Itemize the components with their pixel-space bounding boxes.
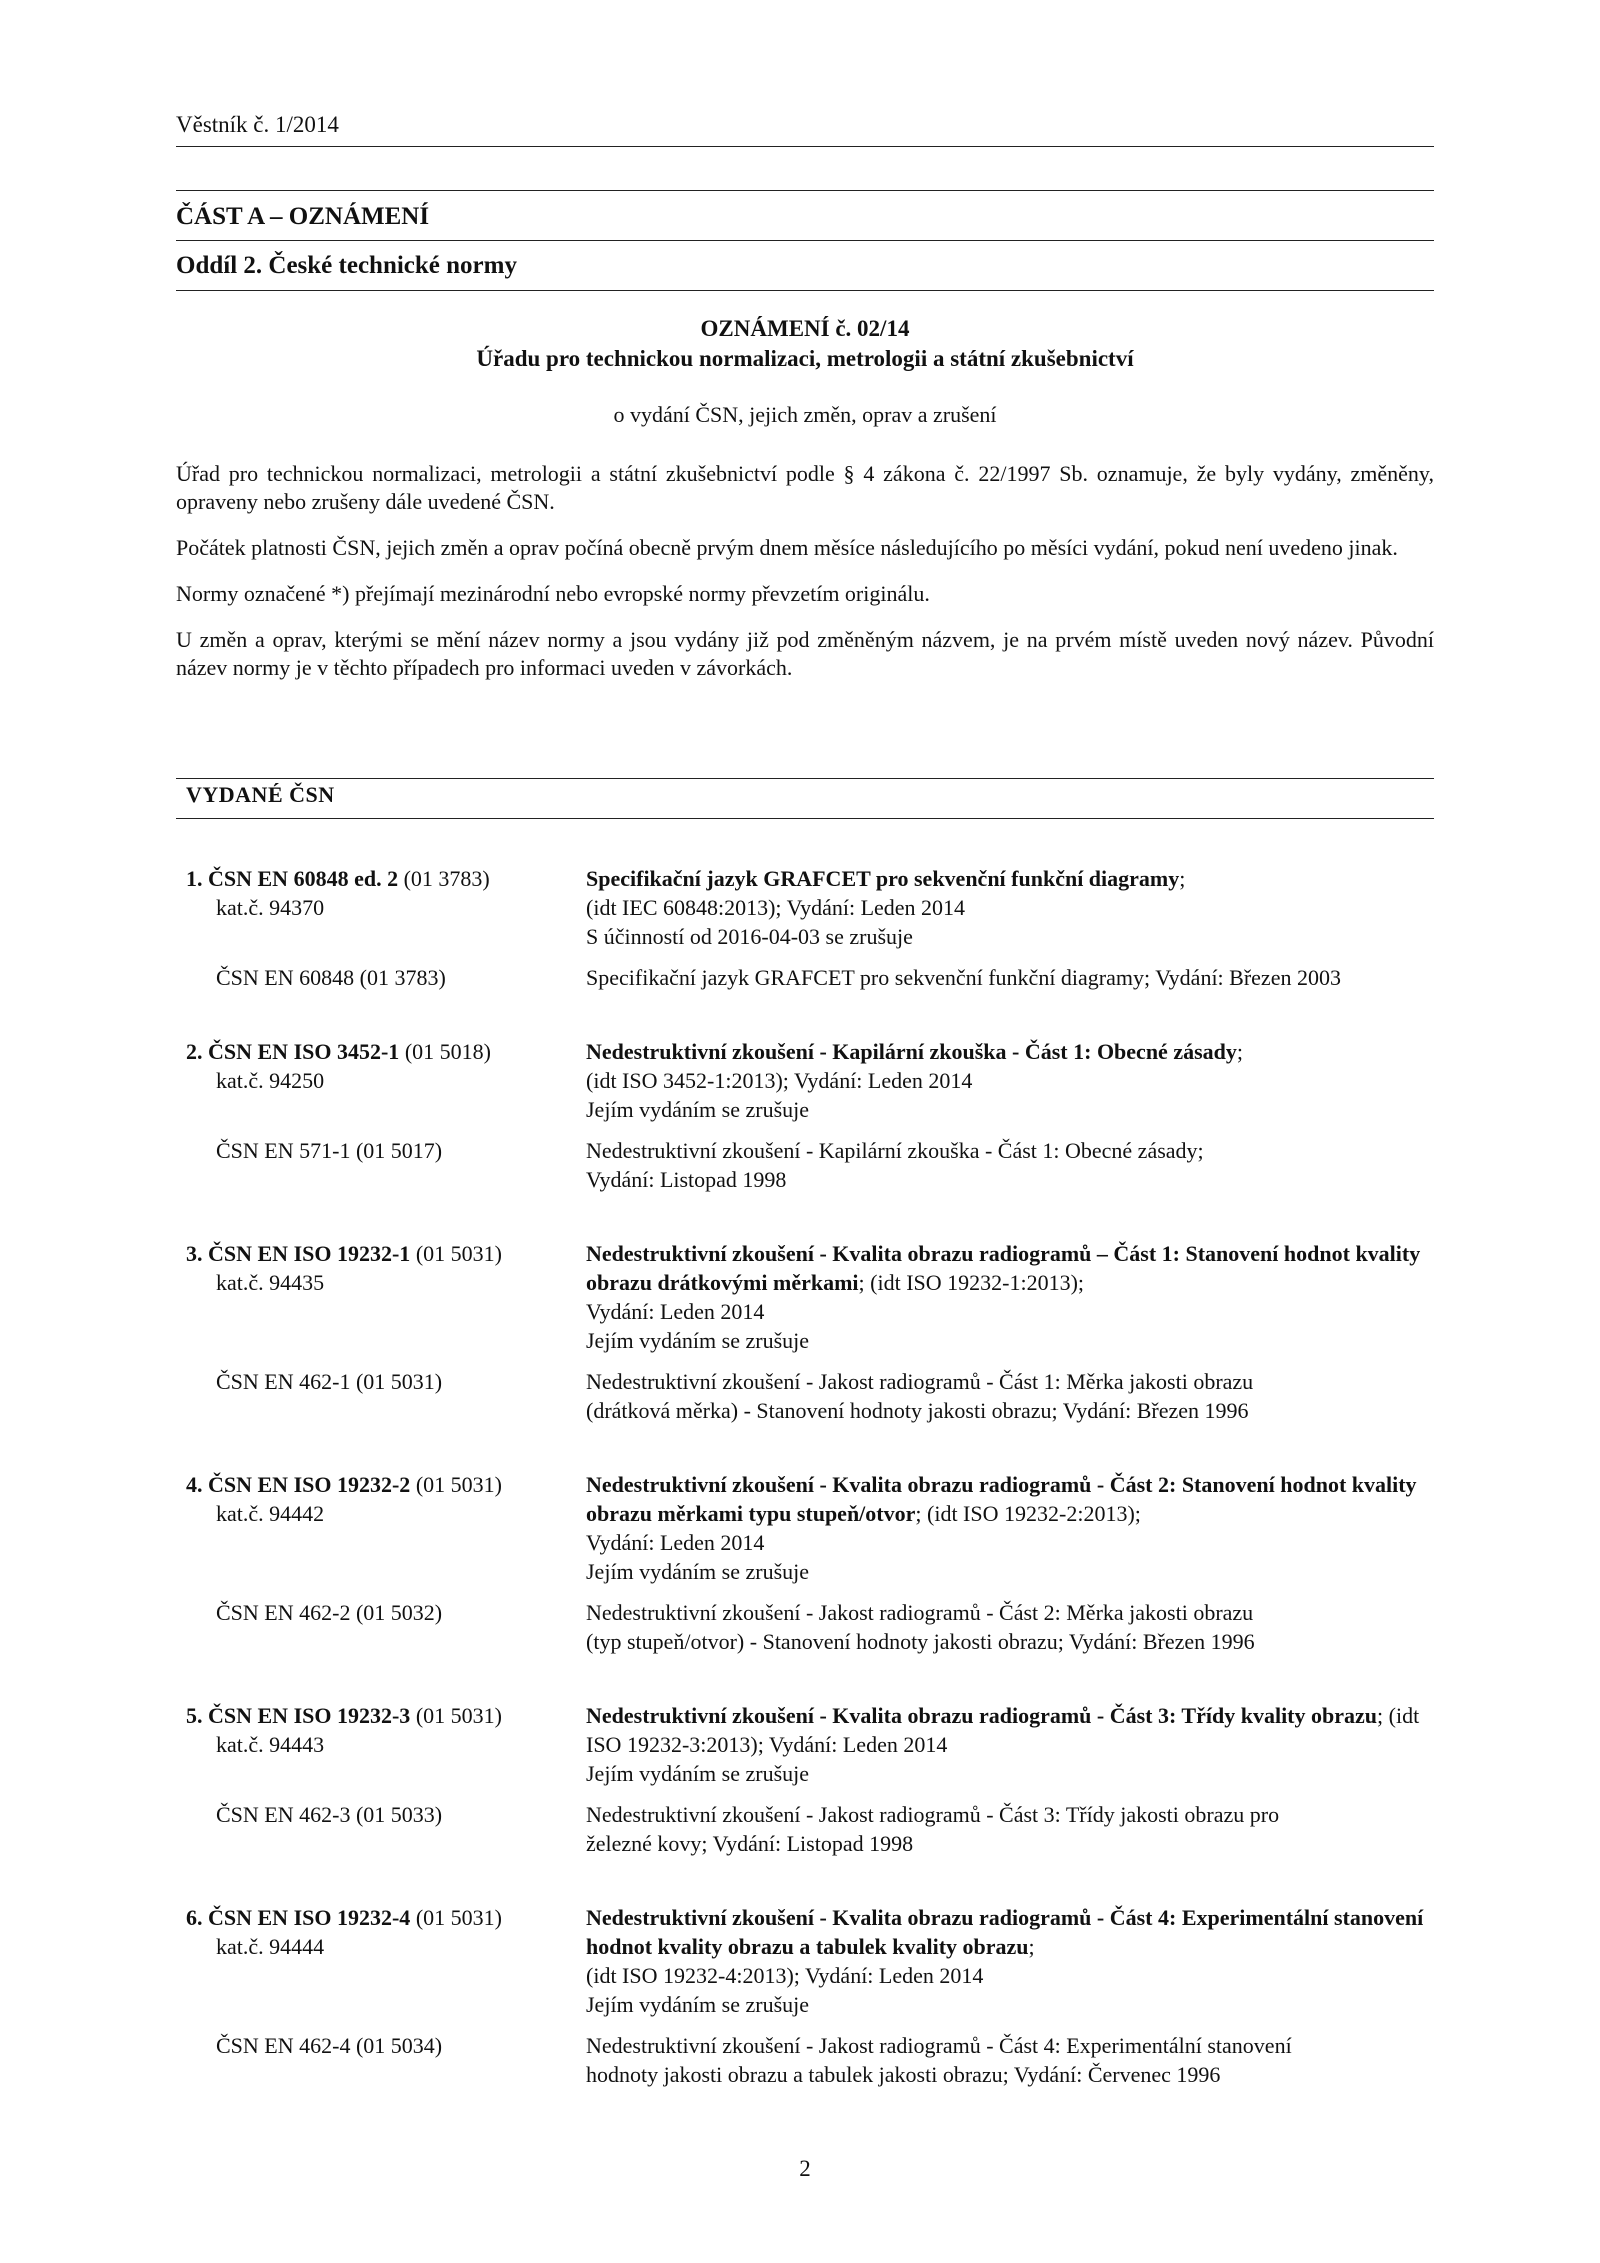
withdrawn-detail-line: Nedestruktivní zkoušení - Kapilární zkouška - Část 1: Obecné zásady; bbox=[586, 1138, 1204, 1163]
standard-detail-line: (idt ISO 3452-1:2013); Vydání: Leden 2014 bbox=[586, 1068, 973, 1093]
classification-code: (01 3783) bbox=[398, 866, 490, 891]
page-number: 2 bbox=[799, 2156, 811, 2181]
withdrawn-detail-line: (drátková měrka) - Stanovení hodnoty jakosti obrazu; Vydání: Březen 1996 bbox=[586, 1398, 1249, 1423]
standard-code: 2. ČSN EN ISO 3452-1 bbox=[186, 1039, 400, 1064]
withdrawn-standard-code: ČSN EN 60848 (01 3783) bbox=[216, 965, 446, 990]
withdrawn-standard-code: ČSN EN 462-4 (01 5034) bbox=[216, 2033, 443, 2058]
standard-detail-line: Vydání: Leden 2014 bbox=[586, 1299, 765, 1324]
withdrawn-detail-line: Vydání: Listopad 1998 bbox=[586, 1167, 787, 1192]
part-rule-top bbox=[176, 190, 1434, 191]
standard-title: Nedestruktivní zkoušení - Kvalita obrazu radiogramů – Část 1: Stanovení hodnot kvality obrazu drátkovými měrkami bbox=[586, 1241, 1421, 1295]
standard-entry bbox=[186, 864, 1436, 992]
standard-detail-line: Jejím vydáním se zrušuje bbox=[586, 1992, 810, 2017]
withdrawn-standard-description bbox=[586, 1136, 1436, 1194]
catalog-number: kat.č. 94435 bbox=[216, 1270, 325, 1295]
standard-detail-line: Jejím vydáním se zrušuje bbox=[586, 1559, 810, 1584]
standard-description bbox=[586, 1903, 1436, 2019]
withdrawn-standard-description bbox=[586, 1598, 1436, 1656]
standard-title: Nedestruktivní zkoušení - Kvalita obrazu radiogramů - Část 3: Třídy kvality obrazu bbox=[586, 1703, 1378, 1728]
standard-title-rest: ; bbox=[1028, 1934, 1035, 1959]
standard-description bbox=[586, 1239, 1436, 1355]
part-title: ČÁST A – OZNÁMENÍ bbox=[176, 203, 430, 230]
withdrawn-standard-description bbox=[586, 1367, 1436, 1425]
standard-entry bbox=[186, 1037, 1436, 1194]
standard-description bbox=[586, 1037, 1436, 1124]
standard-detail-line: Vydání: Leden 2014 bbox=[586, 1530, 765, 1555]
issued-rule-top bbox=[176, 778, 1434, 779]
standard-description bbox=[586, 1701, 1436, 1788]
standard-description bbox=[586, 1470, 1436, 1586]
section-rule bbox=[176, 290, 1434, 291]
standard-title-rest: ; (idt ISO 19232-3:2013); Vydání: Leden 2014 bbox=[586, 1703, 1420, 1757]
standard-code: 3. ČSN EN ISO 19232-1 bbox=[186, 1241, 411, 1266]
withdrawn-standard-description bbox=[586, 2031, 1436, 2089]
paragraph: Normy označené *) přejímají mezinárodní nebo evropské normy převzetím originálu. bbox=[176, 581, 930, 606]
standard-title: Nedestruktivní zkoušení - Kapilární zkouška - Část 1: Obecné zásady bbox=[586, 1039, 1237, 1064]
standard-detail-line: (idt ISO 19232-4:2013); Vydání: Leden 2014 bbox=[586, 1963, 984, 1988]
standard-detail-line: S účinností od 2016-04-03 se zrušuje bbox=[586, 924, 913, 949]
classification-code: (01 5031) bbox=[410, 1905, 502, 1930]
notice-title: OZNÁMENÍ č. 02/14 bbox=[700, 316, 910, 341]
catalog-number: kat.č. 94250 bbox=[216, 1068, 325, 1093]
notice-block bbox=[176, 314, 1434, 430]
withdrawn-standard-code: ČSN EN 462-1 (01 5031) bbox=[216, 1369, 443, 1394]
standard-entry bbox=[186, 1701, 1436, 1858]
section-title: Oddíl 2. České technické normy bbox=[176, 252, 517, 279]
standard-detail-line: Jejím vydáním se zrušuje bbox=[586, 1328, 810, 1353]
classification-code: (01 5031) bbox=[410, 1703, 502, 1728]
header-rule bbox=[176, 146, 1434, 147]
issued-rule-bottom bbox=[176, 818, 1434, 819]
running-title: Věstník č. 1/2014 bbox=[176, 112, 339, 137]
classification-code: (01 5031) bbox=[410, 1472, 502, 1497]
standard-title-rest: ; bbox=[1179, 866, 1186, 891]
standard-entry bbox=[186, 1903, 1436, 2089]
standard-detail-line: (idt IEC 60848:2013); Vydání: Leden 2014 bbox=[586, 895, 966, 920]
withdrawn-detail-line: Nedestruktivní zkoušení - Jakost radiogramů - Část 2: Měrka jakosti obrazu bbox=[586, 1600, 1254, 1625]
standard-identifier bbox=[186, 864, 586, 951]
standard-title: Specifikační jazyk GRAFCET pro sekvenční funkční diagramy bbox=[586, 866, 1180, 891]
standard-title: Nedestruktivní zkoušení - Kvalita obrazu radiogramů - Část 2: Stanovení hodnot kvality obrazu měrkami typu stupeň/otvor bbox=[586, 1472, 1417, 1526]
withdrawn-standard-code: ČSN EN 571-1 (01 5017) bbox=[216, 1138, 443, 1163]
standard-title: Nedestruktivní zkoušení - Kvalita obrazu radiogramů - Část 4: Experimentální stanovení hodnot kvality obrazu a tabulek kvality obrazu bbox=[586, 1905, 1424, 1959]
standard-entry bbox=[186, 1239, 1436, 1425]
standard-code: 6. ČSN EN ISO 19232-4 bbox=[186, 1905, 411, 1930]
withdrawn-detail-line: železné kovy; Vydání: Listopad 1998 bbox=[586, 1831, 914, 1856]
standard-title-rest: ; bbox=[1236, 1039, 1244, 1064]
catalog-number: kat.č. 94370 bbox=[216, 895, 325, 920]
catalog-number: kat.č. 94442 bbox=[216, 1501, 325, 1526]
standard-identifier bbox=[186, 1903, 586, 2019]
notice-subtitle: o vydání ČSN, jejich změn, oprav a zrušení bbox=[613, 402, 997, 427]
withdrawn-standard-description bbox=[586, 1800, 1436, 1858]
catalog-number: kat.č. 94444 bbox=[216, 1934, 325, 1959]
classification-code: (01 5031) bbox=[410, 1241, 502, 1266]
standard-code: 4. ČSN EN ISO 19232-2 bbox=[186, 1472, 411, 1497]
withdrawn-standard-code: ČSN EN 462-3 (01 5033) bbox=[216, 1802, 443, 1827]
issued-heading: VYDANÉ ČSN bbox=[186, 782, 335, 807]
paragraph: Úřad pro technickou normalizaci, metrologii a státní zkušebnictví podle § 4 zákona č. 22/1997 Sb. oznamuje, že byly vydány, změněny, opraveny nebo zrušeny dále uvedené ČSN. bbox=[176, 461, 1434, 514]
withdrawn-standard-code: ČSN EN 462-2 (01 5032) bbox=[216, 1600, 443, 1625]
standard-identifier bbox=[186, 1037, 586, 1124]
standard-code: 5. ČSN EN ISO 19232-3 bbox=[186, 1703, 411, 1728]
standard-identifier bbox=[186, 1470, 586, 1586]
standard-code: 1. ČSN EN 60848 ed. 2 bbox=[186, 866, 399, 891]
withdrawn-detail-line: Nedestruktivní zkoušení - Jakost radiogramů - Část 1: Měrka jakosti obrazu bbox=[586, 1369, 1254, 1394]
standard-description bbox=[586, 864, 1436, 951]
standard-title-rest: ; (idt ISO 19232-2:2013); bbox=[915, 1501, 1141, 1526]
standard-entry bbox=[186, 1470, 1436, 1656]
notice-issuer: Úřadu pro technickou normalizaci, metrologii a státní zkušebnictví bbox=[476, 346, 1134, 371]
standard-identifier bbox=[186, 1239, 586, 1355]
withdrawn-detail-line: Nedestruktivní zkoušení - Jakost radiogramů - Část 3: Třídy jakosti obrazu pro bbox=[586, 1802, 1280, 1827]
standard-detail-line: Jejím vydáním se zrušuje bbox=[586, 1097, 810, 1122]
part-rule-bottom bbox=[176, 240, 1434, 241]
standard-title-rest: ; (idt ISO 19232-1:2013); bbox=[858, 1270, 1085, 1295]
catalog-number: kat.č. 94443 bbox=[216, 1732, 325, 1757]
withdrawn-detail-line: Specifikační jazyk GRAFCET pro sekvenční funkční diagramy; Vydání: Březen 2003 bbox=[586, 965, 1341, 990]
intro-paragraphs bbox=[176, 460, 1434, 700]
paragraph: U změn a oprav, kterými se mění název normy a jsou vydány již pod změněným názvem, je na prvém místě uveden nový název. Původní název normy je v těchto případech pro informaci uveden v závorkách. bbox=[176, 627, 1434, 680]
withdrawn-standard-description bbox=[586, 963, 1436, 992]
withdrawn-detail-line: Nedestruktivní zkoušení - Jakost radiogramů - Část 4: Experimentální stanovení bbox=[586, 2033, 1292, 2058]
standard-detail-line: Jejím vydáním se zrušuje bbox=[586, 1761, 810, 1786]
standard-identifier bbox=[186, 1701, 586, 1788]
paragraph: Počátek platnosti ČSN, jejich změn a oprav počíná obecně prvým dnem měsíce následujícího po měsíci vydání, pokud není uvedeno jinak. bbox=[176, 535, 1398, 560]
withdrawn-detail-line: hodnoty jakosti obrazu a tabulek jakosti obrazu; Vydání: Červenec 1996 bbox=[586, 2062, 1221, 2087]
classification-code: (01 5018) bbox=[399, 1039, 491, 1064]
standards-list bbox=[186, 864, 1436, 2134]
withdrawn-detail-line: (typ stupeň/otvor) - Stanovení hodnoty jakosti obrazu; Vydání: Březen 1996 bbox=[586, 1629, 1255, 1654]
